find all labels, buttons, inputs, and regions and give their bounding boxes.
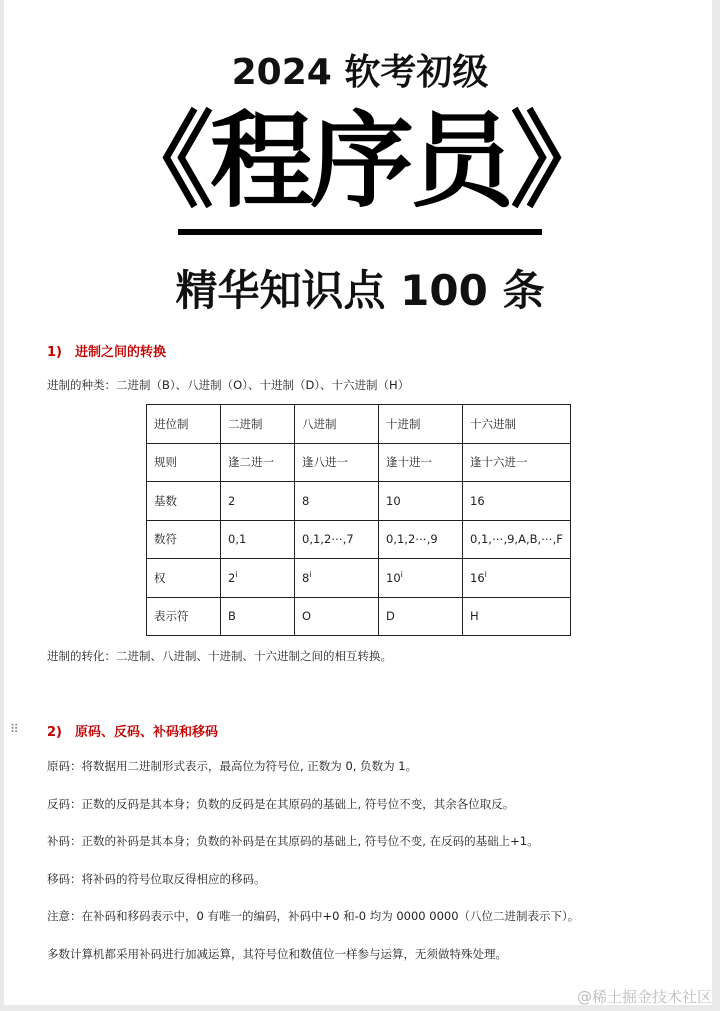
table-cell: 十六进制 xyxy=(463,405,571,444)
exponent: i xyxy=(309,570,312,580)
table-cell: 10$^i$ xyxy=(379,559,463,598)
section-2-line: 多数计算机都采用补码进行加减运算，其符号位和数值位一样参与运算，无须做特殊处理。 xyxy=(47,946,507,961)
table-cell: 16 xyxy=(463,482,571,521)
table-row xyxy=(147,520,571,559)
table-cell: D xyxy=(379,597,463,636)
table-cell: 十进制 xyxy=(379,405,463,444)
table-cell: 权 xyxy=(147,559,221,598)
exponent: i xyxy=(400,570,403,580)
section-1-intro: 进制的种类：二进制（B）、八进制（O）、十进制（D）、十六进制（H） xyxy=(47,378,410,392)
exponent: i xyxy=(484,570,487,580)
section-1-after: 进制的转化：二进制、八进制、十进制、十六进制之间的相互转换。 xyxy=(47,649,392,663)
table-cell: 表示符 xyxy=(147,597,221,636)
table-cell: 0,1,2⋯,9 xyxy=(379,520,463,559)
section-2-line: 注意：在补码和移码表示中，0 有唯一的编码，补码中+0 和-0 均为 0000 0000（八位二进制表示下）。 xyxy=(47,909,580,923)
drag-handle-icon[interactable]: ⠿ xyxy=(10,722,19,736)
table-cell: 八进制 xyxy=(295,405,379,444)
exponent: i xyxy=(235,570,238,580)
table-cell: 进位制 xyxy=(147,405,221,444)
section-2-line: 反码：正数的反码是其本身；负数的反码是在其原码的基础上, 符号位不变，其余各位取反。 xyxy=(47,796,515,811)
table-cell: 8$^i$ xyxy=(295,559,379,598)
section-2-heading: 2) 原码、反码、补码和移码 xyxy=(47,725,218,740)
table-cell: 二进制 xyxy=(221,405,295,444)
title-main: 《程序员》 xyxy=(109,100,610,222)
table-row xyxy=(147,405,571,444)
table-cell: 数符 xyxy=(147,520,221,559)
table-row xyxy=(147,482,571,521)
table-cell: 16$^i$ xyxy=(463,559,571,598)
table-cell: 10 xyxy=(379,482,463,521)
title-subtitle: 精华知识点 100 条 xyxy=(175,266,545,315)
section-2-line: 原码：将数据用二进制形式表示，最高位为符号位, 正数为 0, 负数为 1。 xyxy=(47,759,418,773)
table-cell: 逢十六进一 xyxy=(463,443,571,482)
section-1-heading: 1) 进制之间的转换 xyxy=(47,345,166,360)
section-2-line: 移码：将补码的符号位取反得相应的移码。 xyxy=(47,871,266,886)
table-cell: 2$^i$ xyxy=(221,559,295,598)
table-cell: O xyxy=(295,597,379,636)
table-cell: H xyxy=(463,597,571,636)
section-2-line: 补码：正数的补码是其本身；负数的补码是在其原码的基础上, 符号位不变, 在反码的基础上+1。 xyxy=(47,834,539,848)
table-cell: 逢十进一 xyxy=(379,443,463,482)
table-cell: 逢二进一 xyxy=(221,443,295,482)
table-cell: 0,1,⋯,9,A,B,⋯,F xyxy=(463,520,571,559)
table-cell: 基数 xyxy=(147,482,221,521)
table-cell: 0,1,2⋯,7 xyxy=(295,520,379,559)
table-row xyxy=(147,597,571,636)
watermark: @稀土掘金技术社区 xyxy=(576,988,712,1006)
title-line-1: 2024 软考初级 xyxy=(231,52,489,93)
table-cell: 8 xyxy=(295,482,379,521)
title-underline xyxy=(178,229,542,235)
table-cell: B xyxy=(221,597,295,636)
table-cell: 0,1 xyxy=(221,520,295,559)
radix-table xyxy=(146,404,571,636)
table-row xyxy=(147,443,571,482)
table-row xyxy=(147,559,571,598)
table-cell: 规则 xyxy=(147,443,221,482)
table-cell: 2 xyxy=(221,482,295,521)
table-cell: 逢八进一 xyxy=(295,443,379,482)
